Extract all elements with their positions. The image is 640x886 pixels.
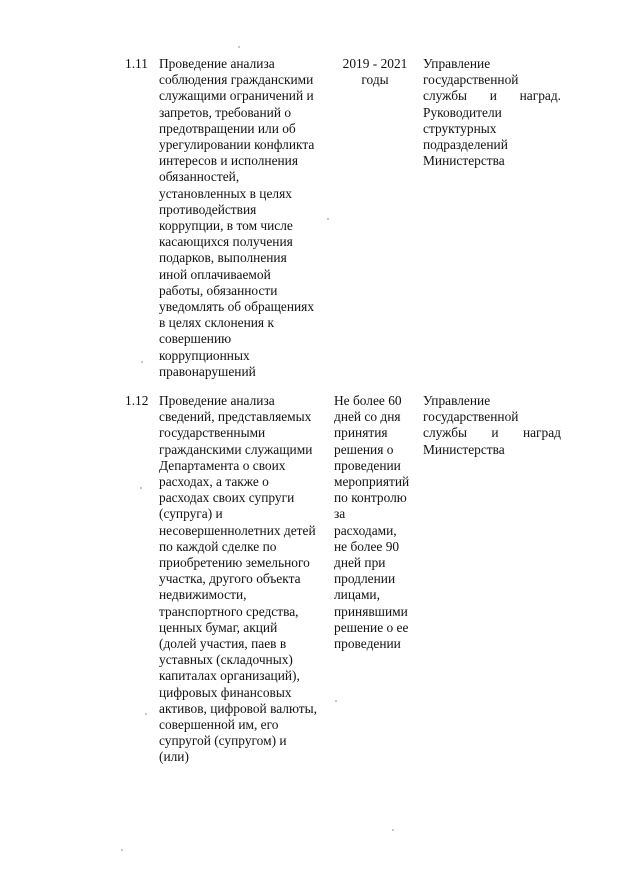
item-responsible <box>423 56 561 169</box>
text-line: подразделений <box>423 137 508 153</box>
scan-speck <box>392 829 394 831</box>
text-line: активов, цифровой валюты, <box>159 700 317 716</box>
text-line: (супруга) и <box>159 506 223 522</box>
text-line: уведомлять об обращениях <box>159 299 315 315</box>
text-line: принявшими <box>334 603 408 619</box>
text-line: 2019 - 2021 <box>342 56 408 71</box>
text-line: установленных в целях <box>159 185 292 201</box>
text-line: лицами, <box>334 587 380 603</box>
text-line: недвижимости, <box>159 587 247 603</box>
text-line: подарков, выполнения <box>159 250 287 266</box>
text-line: Управление <box>423 56 491 71</box>
text-line: расходах своих супруги <box>159 490 295 506</box>
text-line: Министерства <box>423 441 505 457</box>
text-line: запретов, требований о <box>159 104 292 120</box>
text-line: принятия <box>334 425 388 441</box>
text-line: несовершеннолетних детей <box>159 522 316 538</box>
text-line: расходах, а также о <box>159 474 269 490</box>
text-line: служащими ограничений и <box>159 88 314 104</box>
text-line: Проведение анализа <box>159 56 275 71</box>
scan-speck <box>145 713 147 715</box>
text-line: решение о ее <box>334 619 409 635</box>
text-line: совершенной им, его <box>159 717 279 733</box>
text-line: дней со дня <box>334 409 401 425</box>
text-line: расходами, <box>334 522 397 538</box>
text-line: продлении <box>334 571 396 587</box>
text-line: Не более 60 <box>334 393 402 408</box>
text-line: правонарушений <box>159 363 256 379</box>
item-description <box>159 56 331 380</box>
text-line: службы и наград <box>423 425 561 441</box>
item-description <box>159 393 331 766</box>
text-line: супругой (супругом) и <box>159 733 287 749</box>
scan-speck <box>140 487 142 489</box>
text-line: капиталах организаций), <box>159 668 300 684</box>
text-line: совершению <box>159 331 232 347</box>
text-line: уставных (складочных) <box>159 652 293 668</box>
text-line: противодействия <box>159 201 257 217</box>
text-line: по каждой сделке по <box>159 538 277 554</box>
text-line: проведении <box>334 457 401 473</box>
text-line: годы <box>361 72 389 88</box>
text-line: Министерства <box>423 153 505 169</box>
text-line: обязанностей, <box>159 169 240 185</box>
text-line: участка, другого объекта <box>159 571 301 587</box>
text-line: транспортного средства, <box>159 603 299 619</box>
text-line: по контролю <box>334 490 407 506</box>
text-line: Департамента о своих <box>159 457 286 473</box>
text-line: Проведение анализа <box>159 393 275 408</box>
text-line: цифровых финансовых <box>159 684 292 700</box>
text-line: предотвращении или об <box>159 120 296 136</box>
item-number: 1.12 <box>125 393 149 408</box>
text-line: в целях склонения к <box>159 315 274 331</box>
scan-speck <box>335 700 337 702</box>
text-line: Управление <box>423 393 491 408</box>
scan-speck <box>121 849 123 851</box>
item-term <box>334 393 416 652</box>
text-line: (или) <box>159 749 189 765</box>
text-line: касающихся получения <box>159 234 293 250</box>
text-line: решения о <box>334 441 394 457</box>
item-term <box>334 56 416 88</box>
text-line: гражданскими служащими <box>159 441 313 457</box>
scan-speck <box>141 361 143 363</box>
text-line: (долей участия, паев в <box>159 636 287 652</box>
text-line: иной оплачиваемой <box>159 266 271 282</box>
scan-speck <box>238 46 240 48</box>
text-line: службы и наград. <box>423 88 561 104</box>
text-line: проведении <box>334 636 401 652</box>
text-line: структурных <box>423 120 497 136</box>
item-responsible <box>423 393 561 458</box>
text-line: интересов и исполнения <box>159 153 298 169</box>
text-line: коррупции, в том числе <box>159 218 293 234</box>
text-line: приобретению земельного <box>159 555 310 571</box>
text-line: сведений, представляемых <box>159 409 312 425</box>
text-line: урегулировании конфликта <box>159 137 315 153</box>
text-line: государственной <box>423 72 519 88</box>
text-line: соблюдения гражданскими <box>159 72 314 88</box>
text-line: не более 90 <box>334 538 400 554</box>
scan-speck <box>327 218 329 220</box>
item-number: 1.11 <box>125 56 148 71</box>
text-line: государственными <box>159 425 266 441</box>
text-line: государственной <box>423 409 519 425</box>
text-line: мероприятий <box>334 474 410 490</box>
text-line: коррупционных <box>159 347 250 363</box>
text-line: дней при <box>334 555 386 571</box>
text-line: работы, обязанности <box>159 282 278 298</box>
text-line: ценных бумаг, акций <box>159 619 278 635</box>
text-line: за <box>334 506 346 522</box>
text-line: Руководители <box>423 104 502 120</box>
